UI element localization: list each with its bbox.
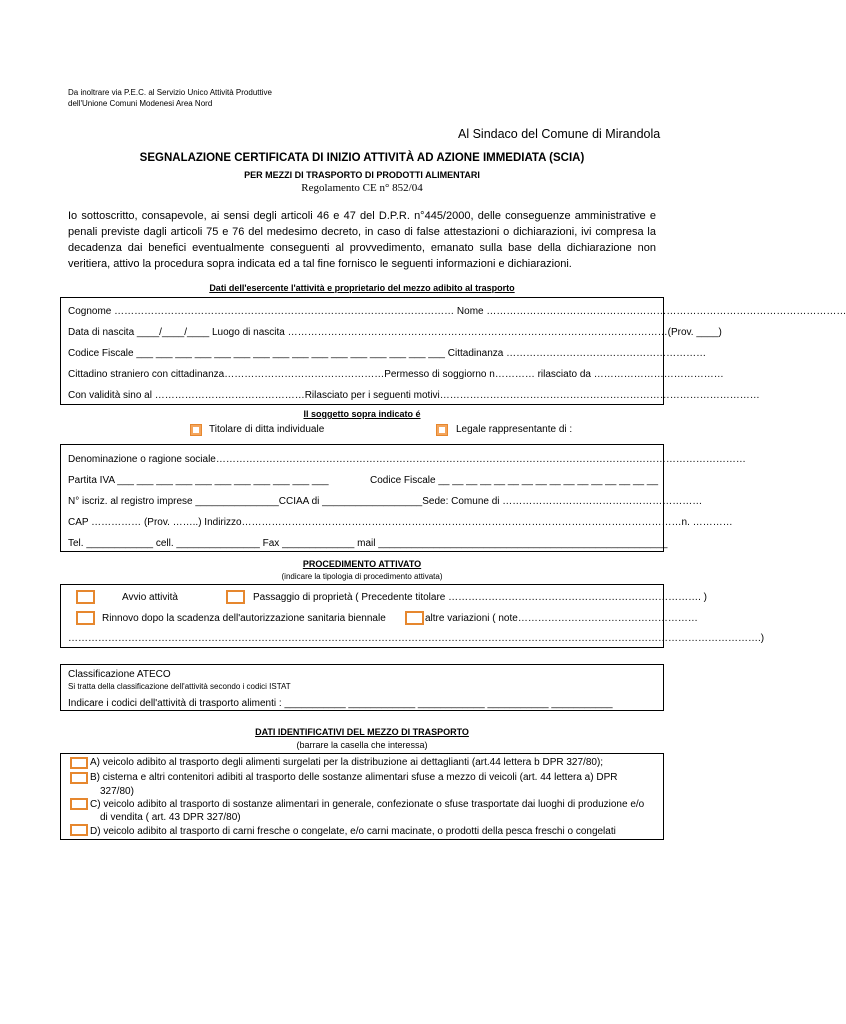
ateco-label: Classificazione ATECO (68, 669, 171, 680)
document-title: SEGNALAZIONE CERTIFICATA DI INIZIO ATTIVITÀ AD AZIONE IMMEDIATA (SCIA) (139, 152, 585, 164)
header-line-2: dell'Unione Comuni Modenesi Area Nord (68, 99, 213, 108)
option-vehicle-a: A) veicolo adibito al trasporto degli alimenti surgelati per la distribuzione ai dettaglianti (art.44 lettera b DPR 327/80); (90, 757, 604, 768)
recipient: Al Sindaco del Comune di Mirandola (458, 127, 661, 141)
checkbox-avvio-attivita[interactable] (76, 590, 95, 604)
checkbox-legale-rappresentante[interactable] (436, 424, 448, 436)
subject-heading: Il soggetto sopra indicato é (303, 409, 421, 419)
field-partita-iva[interactable]: Partita IVA ___ ___ ___ ___ ___ ___ ___ ___ ___ ___ ___ (68, 475, 329, 486)
checkbox-vehicle-d[interactable] (70, 824, 88, 836)
checkbox-vehicle-b[interactable] (70, 772, 88, 784)
option-passaggio-label: Passaggio di proprietà ( Precedente titolare …………………………………………………………………. ) (253, 592, 707, 603)
option-vehicle-c-cont: di vendita ( art. 43 DPR 327/80) (100, 812, 241, 823)
option-avvio-label: Avvio attività (122, 592, 178, 603)
intro-paragraph: Io sottoscritto, consapevole, ai sensi degli articoli 46 e 47 del D.P.R. n°445/2000, delle conseguenze amministrative e penali previste dagli articoli 75 e 76 del medesimo decreto, in caso di false attestazioni o dichiarazioni, ivi compresa la decadenza dai benefici eventualmente conseguenti al provvedimento, emanato sulla base della dichiarazione non veritiera, attivo la procedura sopra indicata ed a tal fine fornisco le seguenti informazioni e dichiarazioni. (68, 210, 656, 270)
field-codici-ateco[interactable]: Indicare i codici dell'attività di trasporto alimenti : ___________ ____________ ____________ ___________ ___________ (68, 698, 613, 709)
procedure-note: (indicare la tipologia di procedimento attivata) (281, 572, 443, 581)
ateco-note: Si tratta della classificazione dell'attività secondo i codici ISTAT (68, 682, 291, 691)
option-rinnovo-label: Rinnovo dopo la scadenza dell'autorizzazione sanitaria biennale (102, 613, 386, 624)
document-subtitle: PER MEZZI DI TRASPORTO DI PRODOTTI ALIMENTARI (244, 170, 480, 180)
procedure-heading: PROCEDIMENTO ATTIVATO (302, 559, 422, 569)
checkbox-rinnovo[interactable] (76, 611, 95, 625)
header-line-1: Da inoltrare via P.E.C. al Servizio Unico Attività Produttive (68, 88, 272, 97)
field-data-luogo-nascita[interactable]: Data di nascita ____/____/____ Luogo di nascita ……………………………………………………………………………………………………(Prov. ____) (68, 327, 722, 338)
checkbox-vehicle-a[interactable] (70, 757, 88, 769)
section-applicant-heading: Dati dell'esercente l'attività e proprietario del mezzo adibito al trasporto (209, 283, 515, 293)
field-codice-fiscale-cittadinanza[interactable]: Codice Fiscale ___ ___ ___ ___ ___ ___ ___ ___ ___ ___ ___ ___ ___ ___ ___ ___ Cittadinanza …………………………………………………… (68, 348, 707, 359)
procedure-notes-line[interactable]: ……………………………………………………………………………………………………………………………………………………………………………………….) (68, 633, 765, 644)
field-registro-imprese[interactable]: N° iscriz. al registro imprese _______________CCIAA di __________________Sede: Comune di …………………………………………………… (68, 496, 703, 507)
field-contatti[interactable]: Tel. ____________ cell. _______________ Fax _____________ mail ____________________________________________________ (68, 538, 668, 549)
option-vehicle-b: B) cisterna e altri contenitori adibiti al trasporto delle sostanze alimentari sfuse a mezzo di veicoli (art. 44 lettera a) DPR (90, 772, 618, 783)
regulation-reference: Regolamento CE n° 852/04 (301, 182, 423, 194)
field-validita-permesso[interactable]: Con validità sino al ………………………………………Rilasciato per i seguenti motivi…………………………………………………………………………………… (68, 390, 760, 401)
checkbox-passaggio-proprieta[interactable] (226, 590, 245, 604)
checkbox-altre-variazioni[interactable] (405, 611, 424, 625)
vehicle-heading: DATI IDENTIFICATIVI DEL MEZZO DI TRASPORTO (255, 727, 469, 737)
checkbox-titolare[interactable] (190, 424, 202, 436)
field-cognome-nome[interactable]: Cognome ………………………………………………………………………………………… Nome ……………………………………………………………………………………………… (68, 306, 846, 317)
option-vehicle-b-cont: 327/80) (100, 786, 134, 797)
option-legale-label: Legale rappresentante di : (456, 424, 573, 435)
checkbox-vehicle-c[interactable] (70, 798, 88, 810)
field-indirizzo[interactable]: CAP …………… (Prov. ……..) Indirizzo……………………………………………………………………………………………………………………n. ………… (68, 517, 733, 528)
field-codice-fiscale-ditta[interactable]: Codice Fiscale __ __ __ __ __ __ __ __ __ __ __ __ __ __ __ __ (370, 475, 659, 486)
field-denominazione[interactable]: Denominazione o ragione sociale…………………………………………………………………………………………………………………………………………… (68, 454, 746, 465)
option-vehicle-c: C) veicolo adibito al trasporto di sostanze alimentari in generale, confezionate o sfuse trasportate dai luoghi di produzione e/o (90, 799, 645, 810)
option-titolare-label: Titolare di ditta individuale (209, 424, 325, 435)
option-vehicle-d: D) veicolo adibito al trasporto di carni fresche o congelate, e/o carni macinate, o prodotti della pesca freschi o congelati (90, 826, 616, 837)
field-cittadinanza-straniera[interactable]: Cittadino straniero con cittadinanza…………………………………………Permesso di soggiorno n………… rilasciato da ………………………………… (68, 369, 724, 380)
option-altre-label: altre variazioni ( note……………………………………………… (425, 613, 698, 624)
vehicle-note: (barrare la casella che interessa) (296, 740, 428, 750)
